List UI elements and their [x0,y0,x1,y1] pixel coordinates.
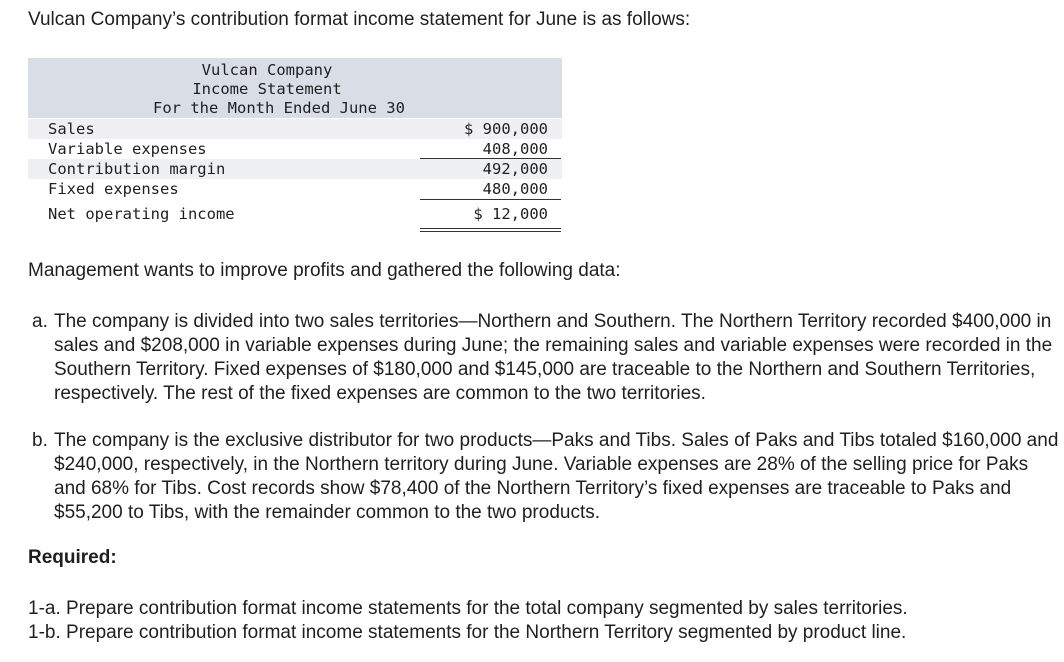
row-label: Variable expenses [48,140,207,158]
intro-text: Vulcan Company’s contribution format income statement for June is as follows: [28,9,691,30]
table-row-contribution-margin [28,159,562,179]
underline-rule [420,199,561,200]
list-item-text: The company is divided into two sales territories—Northern and Southern. The Northern Territory recorded $400,000 in sales and $208,000 in variable expenses during June; the remaining sales and variable expenses were recorded in the Southern Territory. Fixed expenses of $180,000 and $145,000 are traceable to the Northern and Southern Territories, respectively. The rest of the fixed expenses are common to the two territories. [54,311,1053,404]
list-item-text: The company is the exclusive distributor for two products—Paks and Tibs. Sales of Paks and Tibs totaled $160,000 and $240,000, respectively, in the Northern territory during June. Variable expenses are 28% of the selling price for Paks and 68% for Tibs. Cost records show $78,400 of the Northern Territory’s fixed expenses are traceable to Paks and $55,200 to Tibs, with the remainder common to the two products. [54,430,1059,523]
row-label: Fixed expenses [48,180,179,198]
requirement-1b: 1-b. Prepare contribution format income statements for the Northern Territory segmented by product line. [28,622,907,643]
table-row-sales [28,119,562,139]
income-statement-table [28,58,562,223]
table-row-fixed-expenses [28,179,562,199]
row-value: $ 900,000 [464,120,548,138]
double-underline-rule [420,228,561,229]
management-text: Management wants to improve profits and gathered the following data: [28,260,621,281]
table-row-net-operating-income [28,204,562,224]
requirement-1a: 1-a. Prepare contribution format income statements for the total company segmented by sales territories. [28,598,908,619]
required-heading: Required: [28,547,117,568]
list-item-label: a. [32,311,48,332]
underline-rule [420,158,561,159]
row-label: Sales [48,120,95,138]
statement-header [28,58,562,118]
table-row-variable-expenses [28,139,562,159]
list-item-label: b. [32,430,48,451]
row-value: 408,000 [482,140,548,158]
list-item-a [32,310,1060,406]
row-value: $ 12,000 [473,205,548,223]
row-value: 480,000 [482,180,548,198]
row-label: Net operating income [48,205,235,223]
row-label: Contribution margin [48,160,226,178]
statement-company: Vulcan Company [201,61,333,79]
statement-period: For the Month Ended June 30 [153,99,405,117]
list-item-b [32,429,1060,525]
statement-title: Income Statement [192,80,342,98]
row-value: 492,000 [482,160,548,178]
double-underline-rule [420,231,561,232]
